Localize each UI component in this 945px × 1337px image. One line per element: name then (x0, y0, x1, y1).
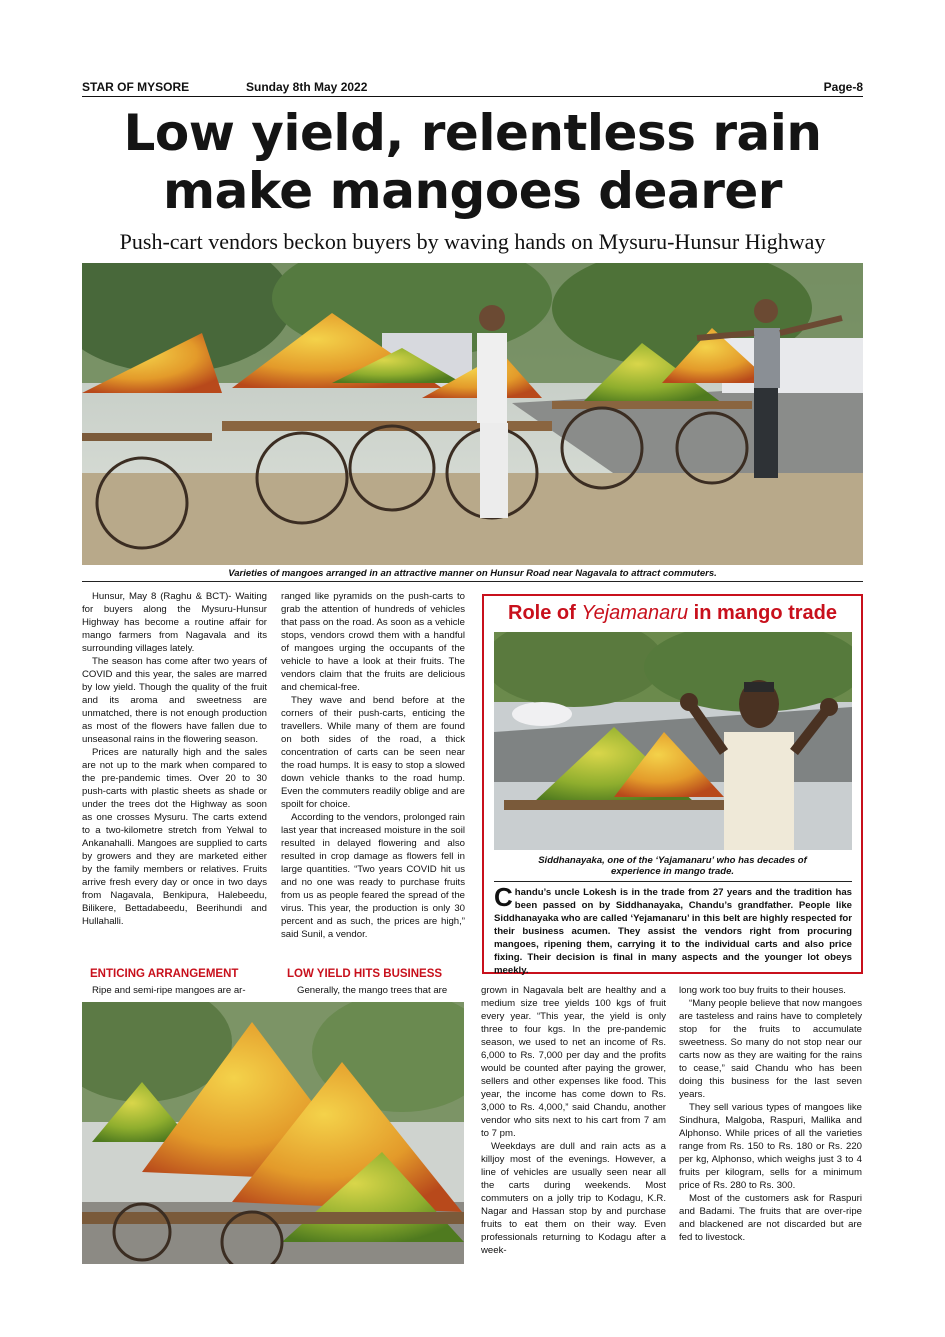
paragraph: Ripe and semi-ripe mangoes are ar- (92, 985, 246, 996)
lower-photo (82, 1002, 464, 1264)
paper-name: STAR OF MYSORE (82, 80, 190, 94)
paragraph: “Many people believe that now mangoes are tasteless and rains have to completely stop for the fruits to accumulate sweetness. So many do not stop near our carts now as they are waiting for the rains to cease,” said Chandu who has been doing this business for the last seven years. (679, 998, 862, 1100)
sidebar-photo-image (494, 632, 852, 850)
paragraph: ranged like pyramids on the push-carts to grab the attention of hundreds of vehicles that pass on the road. As soon as a vehicle stops, vendors crowd them with a handful of mangoes urging the occupants of the vehicle to have a look at their fruits. The vendors claim that the fruits are delicious and chemical-free. (281, 591, 465, 693)
article-column-4 (679, 984, 862, 1244)
sidebar-caption: Siddhanayaka, one of the ‘Yajamanaru’ who has decades of experience in mango trade. (538, 855, 807, 877)
subheadline: Push-cart vendors beckon buyers by waving hands on Mysuru-Hunsur Highway (119, 229, 826, 254)
article-column-2-tail (281, 984, 465, 997)
sidebar-title-italic: Yejamanaru (581, 602, 689, 624)
paragraph: long work too buy fruits to their houses. (679, 985, 846, 996)
headline-line-2: make mangoes dearer (163, 162, 782, 220)
paragraph: Weekdays are dull and rain acts as a killjoy most of the evenings. However, a line of vehicles are usually seen near all the carts during weekends. Most commuters on a jolly trip to Kodagu, K.R. Nagar and Hassan stop by and purchase fruits to eat them on their way. Even professionals returning to Kodagu after a week- (481, 1141, 666, 1256)
paragraph: Prices are naturally high and the sales are not up to the mark when compared to the pre-pandemic times. Over 20 to 30 push-carts with plastic sheets as shade or under the trees dot the Highway as soon as one crosses Mysuru. The carts extend to a two-kilometre stretch from Yelwal to Ankanahalli. Mangoes are supplied to carts by growers and they are marketed either by the family members or relatives. Fruits arrive fresh every day or once in two days from Nagavala, Benkipura, Halebeedu, Bilikere, Bettadabeedu, Beerihundi and Hullahalli. (82, 747, 267, 927)
dropcap: C (494, 882, 513, 912)
main-photo (82, 263, 863, 565)
article-column-1-tail (82, 984, 267, 997)
sidebar-rule (494, 881, 852, 882)
paragraph: According to the vendors, prolonged rain last year that increased moisture in the soil resulted in delayed flowering and also resulted in crop damage as flowers fell in large quantities. “Two years COVID hit us and no one was ready to purchase fruits from us as people feared the spread of the virus. This year, the production is only 30 percent and as such, the prices are high,” said Sunil, a vendor. (281, 812, 465, 940)
paragraph: grown in Nagavala belt are healthy and a medium size tree yields 100 kgs of fruit every year. “This year, the yield is only three to four kgs. In the pre-pandemic season, we used to net an income of Rs. 6,000 to Rs. 7,000 per day and the profits would be counted after paying the grower, sellers and other expenses like food. This year, the income has come down to Rs. 3,000 to Rs. 4,000,” said Chandu, another vendor who sits next to his cart from 7 am to 7 pm. (481, 985, 666, 1139)
masthead (82, 78, 863, 97)
paragraph: They sell various types of mangoes like Sindhura, Malgoba, Raspuri, Mallika and Alphonso. While prices of all the varieties range from Rs. 150 to Rs. 180 or Rs. 220 per kg, Alphonso, which weighs just 3 to 4 fruits per kilogram, sells for a minimum price of Rs. 280 to Rs. 300. (679, 1102, 862, 1191)
headline-line-1: Low yield, relentless rain (123, 104, 822, 162)
paragraph: The season has come after two years of COVID and this year, the sales are marred by low yield. Though the quality of the fruit and its aroma and sweetness are unmatched, there is not enough production as most of the flowers have fallen due to unseasonal rains in the flowering season. (82, 656, 267, 745)
caption-rule (82, 581, 863, 582)
section-heading-low-yield: LOW YIELD HITS BUSINESS (287, 968, 443, 980)
headline (60, 104, 885, 220)
main-photo-caption: Varieties of mangoes arranged in an attractive manner on Hunsur Road near Nagavala to attract commuters. (228, 568, 717, 579)
paragraph: Hunsur, May 8 (Raghu & BCT)- Waiting for buyers along the Mysuru-Hunsur Highway has become a routine affair for mango farmers from Nagavala and its surrounding villages lately. (82, 591, 267, 654)
section-heading-enticing: ENTICING ARRANGEMENT (90, 968, 239, 980)
article-column-1 (82, 590, 267, 928)
article-column-2 (281, 590, 465, 941)
sidebar-text: Chandu’s uncle Lokesh is in the trade from 27 years and the tradition has been passed on by Siddhanayaka, Chandu’s grandfather. People like Siddhanayaka who are called ‘Yejamanaru’ in this belt are highly respected for their business acumen. They assist the vendors right from procuring mangoes, ripening them, carrying it to the individual carts and also price fixing. Their decision is final in many aspects and the younger lot obeys meekly. (494, 882, 852, 976)
sidebar-title: Role of Yejamanaru in mango trade (508, 602, 837, 624)
paragraph: Generally, the mango trees that are (297, 985, 448, 996)
main-photo-image (82, 263, 863, 565)
lower-photo-image (82, 1002, 464, 1264)
page-number: Page-8 (823, 80, 863, 94)
issue-date: Sunday 8th May 2022 (246, 80, 368, 94)
article-column-3 (481, 984, 666, 1257)
paragraph: They wave and bend before at the corners of their push-carts, enticing the travellers. While many of them are found on both sides of the road, a thick concentration of carts can be seen near the road humps. It is easy to stop a slowed down vehicle thanks to the road hump. Even the commuters readily oblige and are spoilt for choice. (281, 695, 465, 810)
sidebar-photo (494, 632, 852, 850)
sidebar-box (482, 594, 863, 974)
paragraph: Most of the customers ask for Raspuri and Badami. The fruits that are over-ripe and blackened are not discarded but are fed to livestock. (679, 1193, 862, 1243)
